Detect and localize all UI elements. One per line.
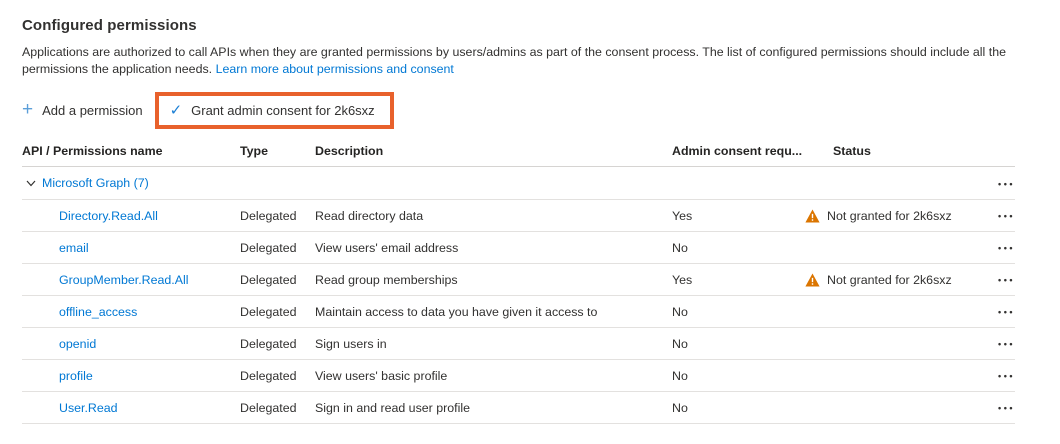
table-row — [22, 360, 1015, 392]
table-row — [22, 264, 1015, 296]
row-menu-button[interactable]: ••• — [992, 369, 1015, 383]
permission-name-link[interactable]: User.Read — [59, 400, 118, 415]
permission-type: Delegated — [240, 272, 297, 287]
admin-consent-required-value: Yes — [672, 272, 693, 287]
permission-type: Delegated — [240, 240, 297, 255]
permission-name-link[interactable]: GroupMember.Read.All — [59, 272, 189, 287]
permission-type: Delegated — [240, 336, 297, 351]
header-api-permissions-name: API / Permissions name — [22, 144, 163, 158]
permission-name-link[interactable]: profile — [59, 368, 93, 383]
permission-type: Delegated — [240, 400, 297, 415]
header-admin-consent-required: Admin consent requ... — [672, 144, 803, 158]
table-row-microsoft-graph-group — [22, 167, 1015, 200]
table-row — [22, 200, 1015, 232]
permission-description: Read group memberships — [315, 272, 458, 287]
grant-admin-consent-button[interactable] — [170, 103, 375, 118]
status-text: Not granted for 2k6sxz — [827, 208, 952, 223]
row-menu-button[interactable]: ••• — [992, 337, 1015, 351]
page-title: Configured permissions — [22, 17, 197, 34]
microsoft-graph-group-link[interactable]: Microsoft Graph (7) — [42, 176, 149, 190]
permission-type: Delegated — [240, 304, 297, 319]
add-permission-label: Add a permission — [42, 103, 143, 118]
table-row — [22, 328, 1015, 360]
permission-name-link[interactable]: Directory.Read.All — [59, 208, 158, 223]
header-status: Status — [833, 144, 871, 158]
permission-description: View users' basic profile — [315, 368, 448, 383]
admin-consent-required-value: No — [672, 240, 688, 255]
warning-icon — [805, 209, 820, 223]
add-icon: + — [22, 99, 34, 120]
table-row — [22, 296, 1015, 328]
highlight-box — [155, 92, 394, 129]
permission-description: Maintain access to data you have given it access to — [315, 304, 598, 319]
permission-name-link[interactable]: email — [59, 240, 89, 255]
admin-consent-required-value: No — [672, 400, 688, 415]
permission-type: Delegated — [240, 208, 297, 223]
row-menu-button[interactable]: ••• — [992, 401, 1015, 415]
description-body: Applications are authorized to call APIs when they are granted permissions by users/admins as part of the consent process. The list of configured permissions should include all the permissions the application needs. — [22, 45, 1006, 76]
table-header-row — [22, 141, 1015, 167]
warning-icon — [805, 273, 820, 287]
chevron-down-icon[interactable] — [25, 177, 37, 189]
permission-description: View users' email address — [315, 240, 459, 255]
admin-consent-required-value: No — [672, 368, 688, 383]
row-menu-button[interactable]: ••• — [992, 305, 1015, 319]
permissions-table — [22, 141, 1015, 424]
row-menu-button[interactable]: ••• — [992, 209, 1015, 223]
permission-description: Sign in and read user profile — [315, 400, 470, 415]
add-permission-button[interactable] — [22, 101, 143, 120]
permission-name-link[interactable]: offline_access — [59, 304, 138, 319]
check-icon: ✓ — [169, 102, 183, 119]
header-menu-spacer — [985, 141, 1015, 144]
admin-consent-required-value: No — [672, 336, 688, 351]
permission-description: Sign users in — [315, 336, 387, 351]
grant-admin-consent-label: Grant admin consent for 2k6sxz — [191, 103, 375, 118]
status-text: Not granted for 2k6sxz — [827, 272, 952, 287]
row-menu-button[interactable]: ••• — [992, 241, 1015, 255]
permission-description: Read directory data — [315, 208, 424, 223]
table-row — [22, 232, 1015, 264]
header-type: Type — [240, 144, 268, 158]
permission-type: Delegated — [240, 368, 297, 383]
admin-consent-required-value: Yes — [672, 208, 693, 223]
learn-more-link[interactable]: Learn more about permissions and consent — [215, 61, 454, 76]
table-row — [22, 392, 1015, 424]
row-menu-button[interactable]: ••• — [992, 273, 1015, 287]
row-menu-button[interactable]: ••• — [992, 177, 1015, 191]
permissions-toolbar — [22, 87, 1038, 134]
admin-consent-required-value: No — [672, 304, 688, 319]
header-description: Description — [315, 144, 384, 158]
permission-name-link[interactable]: openid — [59, 336, 97, 351]
description-text — [22, 44, 1020, 77]
